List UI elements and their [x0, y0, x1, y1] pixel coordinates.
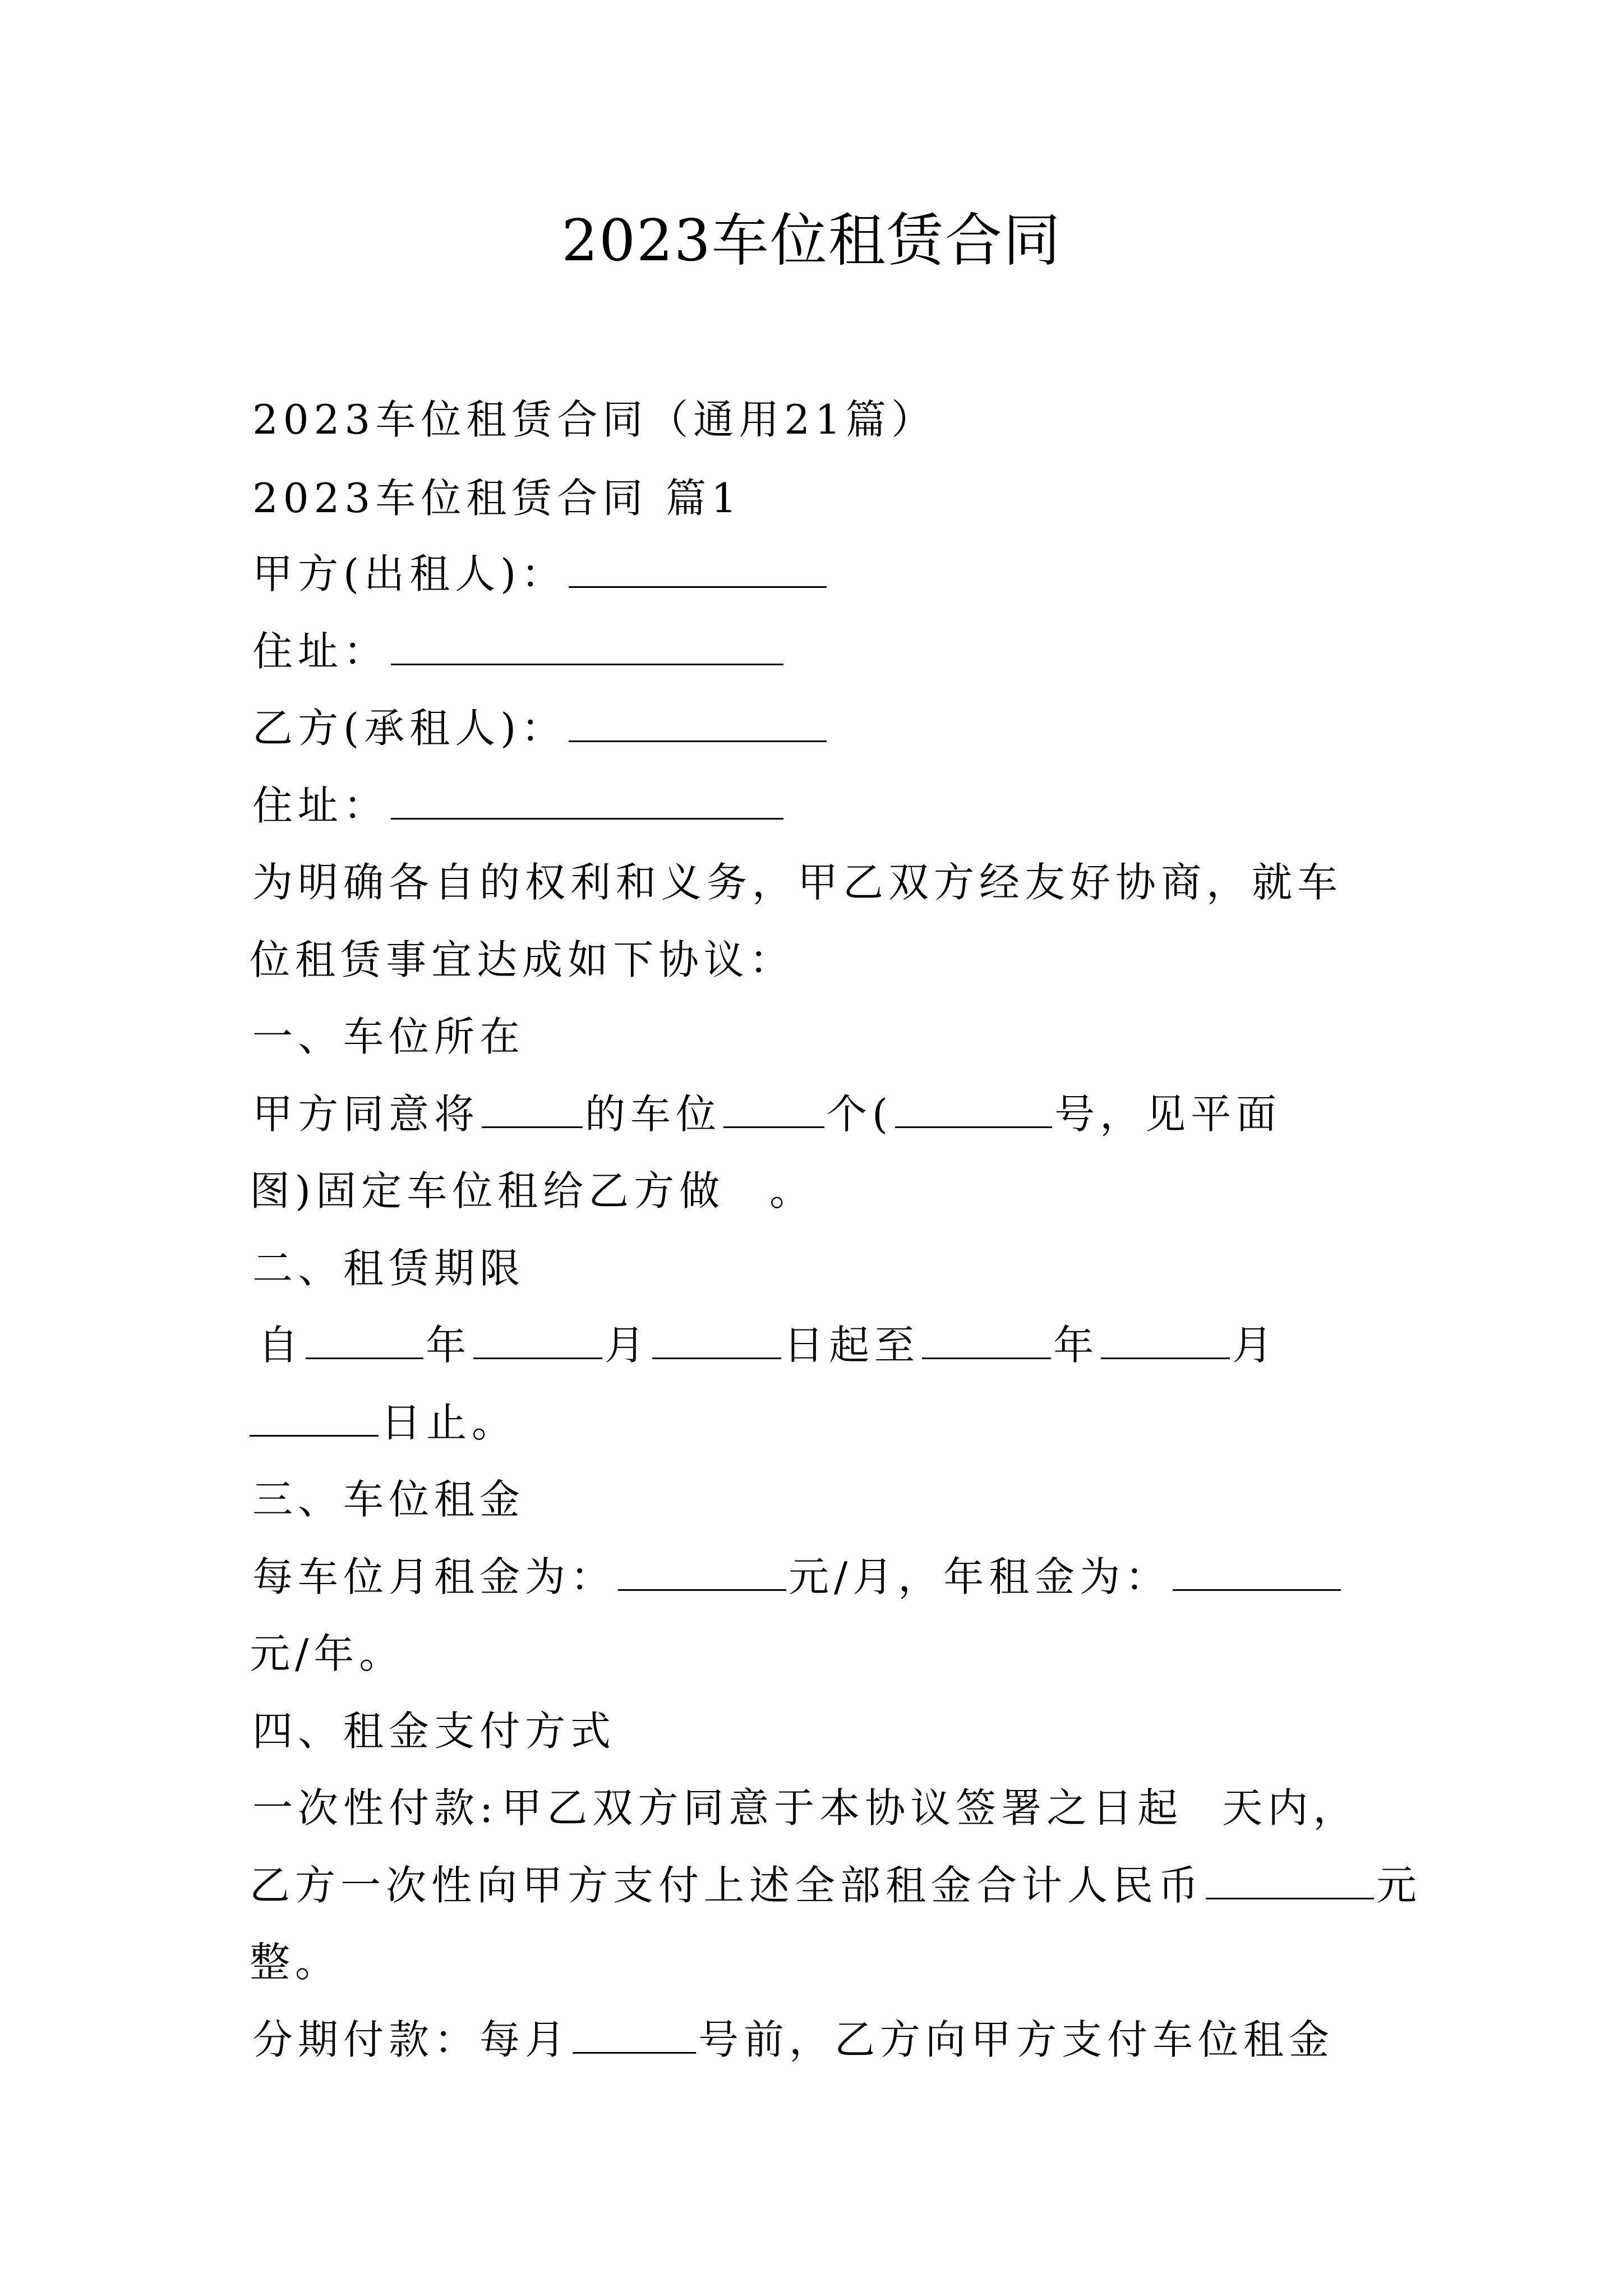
party-a-label: 甲方(出租人)：: [252, 550, 567, 597]
party-a-address-line: [252, 619, 1380, 677]
section-1-text: 的车位: [585, 1091, 722, 1138]
document-subtitle: 2023车位租赁合同（通用21篇）: [252, 396, 937, 443]
start-month-blank: [473, 1321, 602, 1359]
section-4-line-4: [252, 2007, 1380, 2065]
party-b-address-line: [252, 773, 1380, 831]
location-blank: [482, 1090, 583, 1128]
section-3-line-1: [252, 1544, 1380, 1603]
section-1-line-2: [250, 1158, 1377, 1217]
section-2-line-2: [250, 1390, 1377, 1448]
section-4-text: 天内，: [1222, 1784, 1359, 1832]
section-1-text: 甲方同意将: [252, 1091, 480, 1138]
section-2-heading: 二、租赁期限: [252, 1245, 525, 1292]
section-4-line-1: [252, 1775, 1380, 1834]
party-a-line: [252, 541, 1380, 600]
section-2-text: 日起至: [783, 1322, 920, 1369]
section-4-text: 分期付款：每月: [252, 2016, 571, 2063]
intro-line-1: 为明确各自的权利和义务，甲乙双方经友好协商，就车: [252, 859, 1343, 906]
section-2-text: 月: [1232, 1322, 1278, 1369]
section-4-text: 号前，乙方向甲方支付车位租金: [698, 2016, 1335, 2063]
end-year-blank: [922, 1321, 1051, 1359]
party-a-address-blank: [391, 627, 783, 665]
section-3-text: 元/月，年租金为：: [789, 1553, 1171, 1600]
section-2-line-1: [258, 1313, 1385, 1371]
section-4-text: 甲乙双方同意于本协议签署之日起: [501, 1784, 1183, 1832]
section-1-line-1: [252, 1082, 1380, 1140]
section-1-text: 。: [769, 1167, 815, 1214]
section-4-line-2: [250, 1853, 1422, 1911]
section-3-line-2: 元/年。: [250, 1630, 405, 1677]
section-2-text: 日止。: [381, 1399, 518, 1446]
party-b-label: 乙方(承租人)：: [252, 705, 567, 752]
section-4-text: 元: [1376, 1862, 1422, 1909]
section-4-line-3: 整。: [250, 1939, 341, 1986]
article-heading: 2023车位租赁合同 篇1: [252, 475, 742, 522]
payment-day-blank: [573, 2016, 696, 2054]
party-b-address-label: 住址：: [252, 782, 389, 829]
section-2-text: 年: [1053, 1322, 1099, 1369]
section-1-heading: 一、车位所在: [252, 1013, 525, 1060]
intro-line-2: 位租赁事宜达成如下协议：: [250, 936, 795, 983]
party-b-blank: [569, 704, 827, 742]
party-b-address-blank: [391, 781, 783, 820]
section-1-text: 图)固定车位租给乙方做: [250, 1167, 725, 1214]
section-3-text: 每车位月租金为：: [252, 1553, 616, 1600]
section-2-text: 月: [605, 1322, 651, 1369]
party-a-address-label: 住址：: [252, 628, 389, 675]
space-count-blank: [723, 1090, 824, 1128]
end-month-blank: [1101, 1321, 1230, 1359]
total-amount-blank: [1206, 1861, 1374, 1899]
party-b-line: [252, 696, 1380, 754]
section-4-text: 乙方一次性向甲方支付上述全部租金合计人民币: [250, 1862, 1204, 1909]
section-3-heading: 三、车位租金: [252, 1476, 525, 1523]
start-day-blank: [652, 1321, 781, 1359]
section-2-text: 年: [426, 1322, 472, 1369]
document-title: 2023车位租赁合同: [561, 208, 1062, 274]
monthly-rent-blank: [618, 1553, 786, 1591]
annual-rent-blank: [1173, 1553, 1341, 1591]
party-a-blank: [569, 550, 827, 588]
section-4-heading: 四、租金支付方式: [252, 1708, 616, 1755]
section-1-text: 个(: [827, 1091, 893, 1138]
start-year-blank: [306, 1321, 423, 1359]
section-1-text: 号，见平面: [1054, 1091, 1282, 1138]
section-2-text: 自: [258, 1322, 304, 1369]
end-day-blank: [250, 1398, 379, 1437]
space-number-blank: [895, 1090, 1052, 1128]
lump-sum-label: 一次性付款:: [252, 1784, 499, 1832]
